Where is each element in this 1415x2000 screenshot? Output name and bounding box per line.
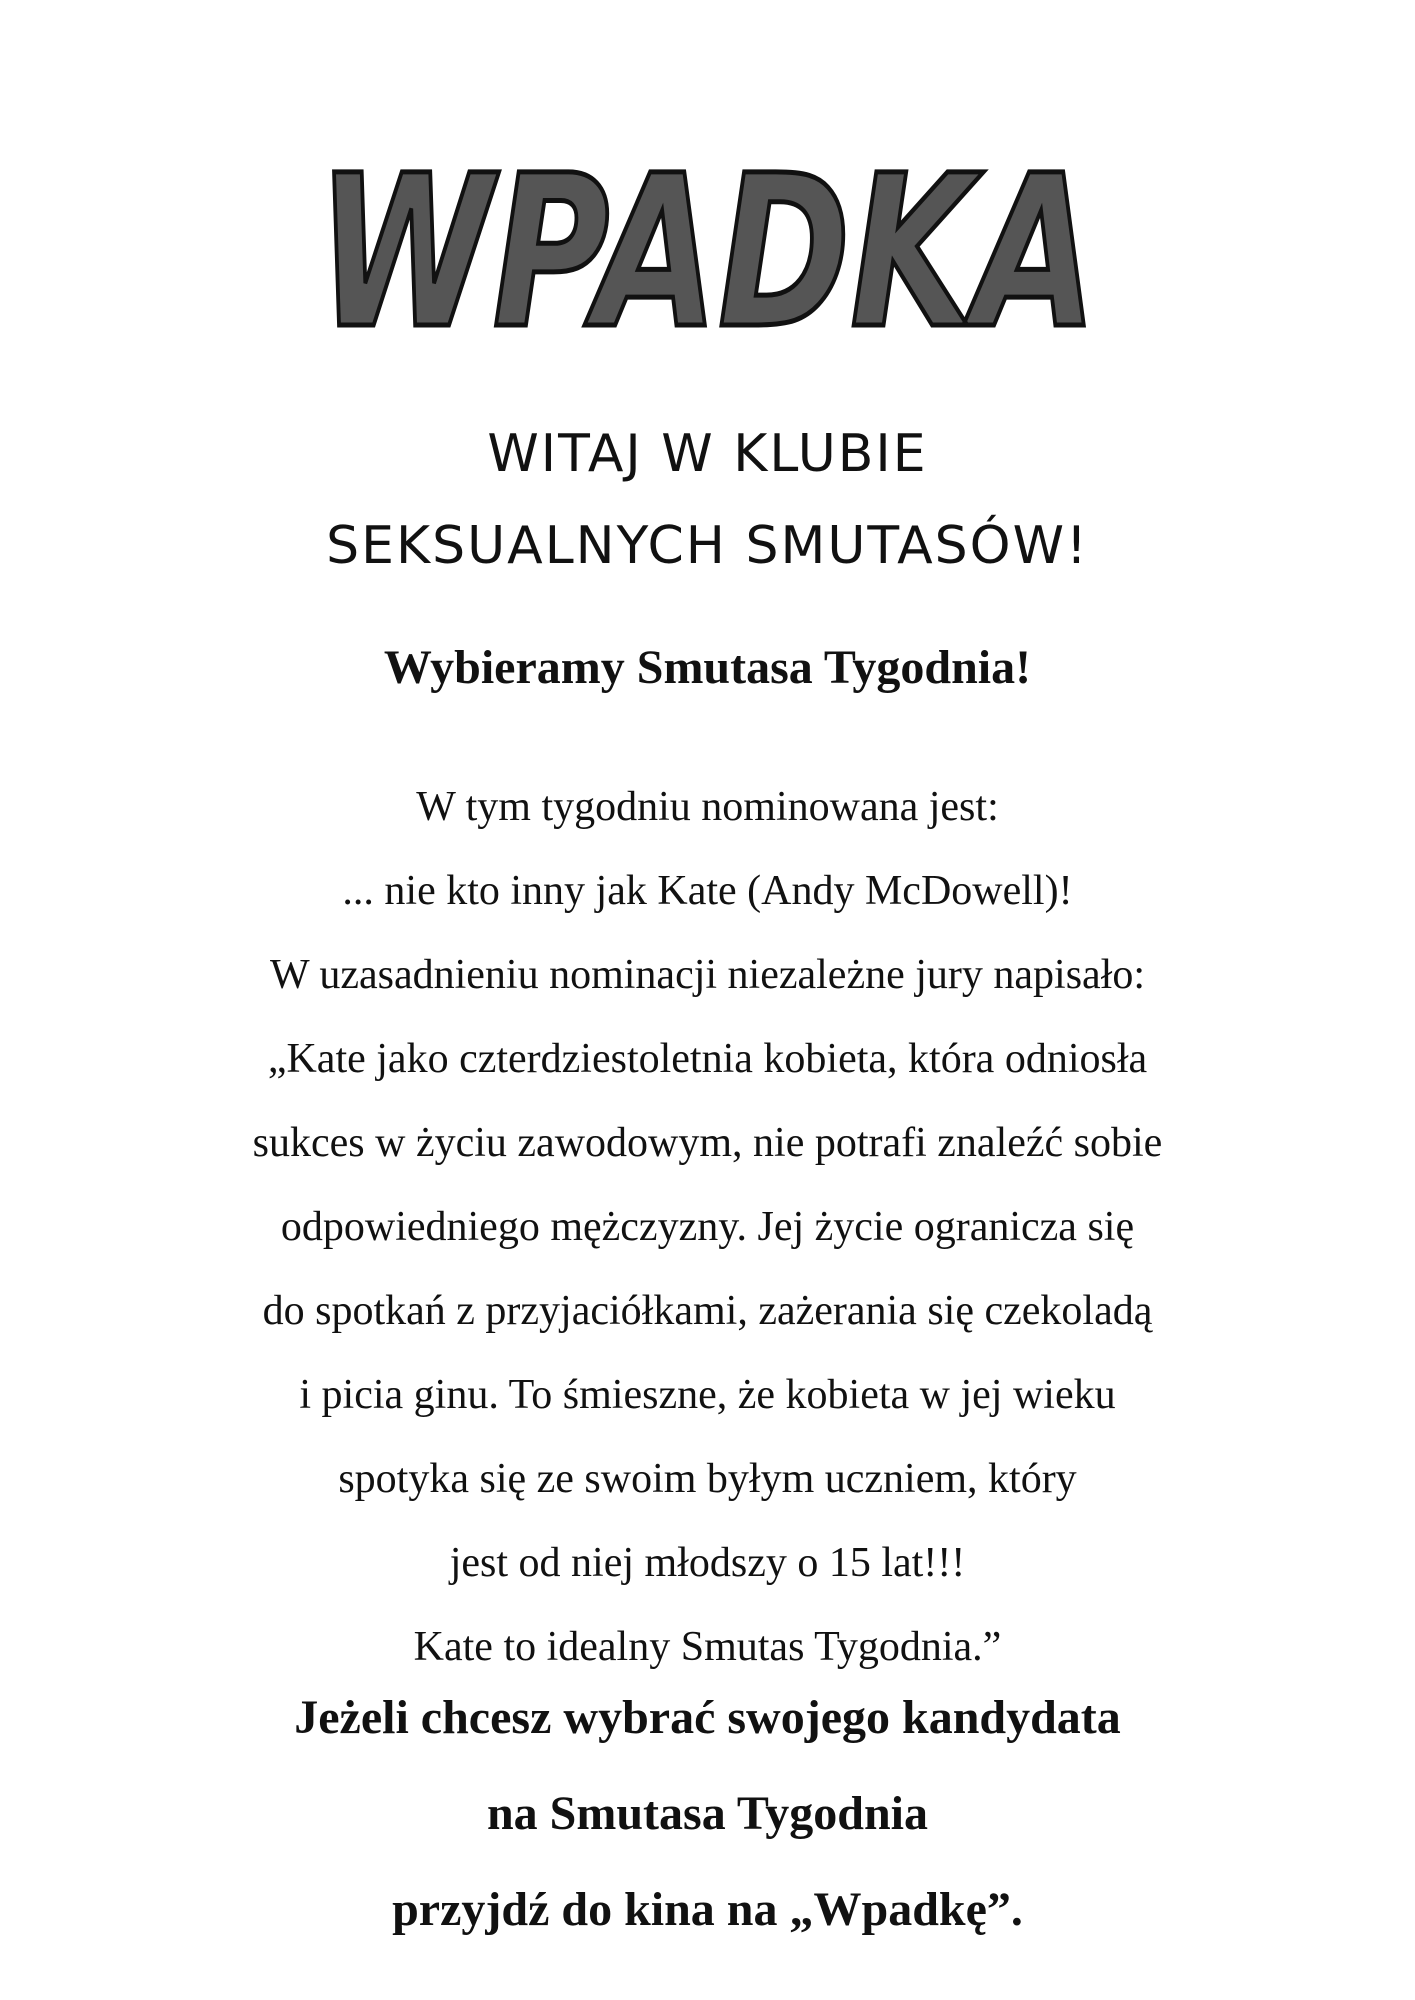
subheadline: Wybieramy Smutasa Tygodnia! [383, 641, 1032, 694]
call-to-action [0, 1670, 1415, 1958]
headline-line-2: SEKSUALNYCH SMUTASÓW! [326, 516, 1089, 576]
body-line: Kate to idealny Smutas Tygodnia.” [413, 1624, 1002, 1670]
body-line: spotyka się ze swoim byłym uczniem, który [338, 1456, 1077, 1502]
body-line: ... nie kto inny jak Kate (Andy McDowell)! [342, 868, 1073, 914]
body-line: W uzasadnieniu nominacji niezależne jury napisało: [269, 952, 1146, 998]
cta-line: Jeżeli chcesz wybrać swojego kandydata [294, 1691, 1121, 1744]
body-line: odpowiedniego mężczyzny. Jej życie ogranicza się [280, 1204, 1135, 1250]
title-logo [0, 120, 1415, 370]
body-line: sukces w życiu zawodowym, nie potrafi znaleźć sobie [252, 1120, 1163, 1166]
cta-line: na Smutasa Tygodnia [486, 1787, 929, 1840]
headline-line-1: WITAJ W KLUBIE [487, 424, 928, 484]
body-line: jest od niej młodszy o 15 lat!!! [449, 1540, 966, 1586]
body-line: W tym tygodniu nominowana jest: [416, 784, 999, 830]
body-line: i picia ginu. To śmieszne, że kobieta w jej wieku [299, 1372, 1116, 1418]
title-logo-text: WPADKA [317, 130, 1097, 370]
nomination-text [0, 765, 1415, 1689]
body-line: do spotkań z przyjaciółkami, zażerania się czekoladą [262, 1288, 1153, 1334]
cta-line: przyjdź do kina na „Wpadkę”. [392, 1883, 1023, 1936]
body-line: „Kate jako czterdziestoletnia kobieta, która odniosła [267, 1036, 1148, 1082]
